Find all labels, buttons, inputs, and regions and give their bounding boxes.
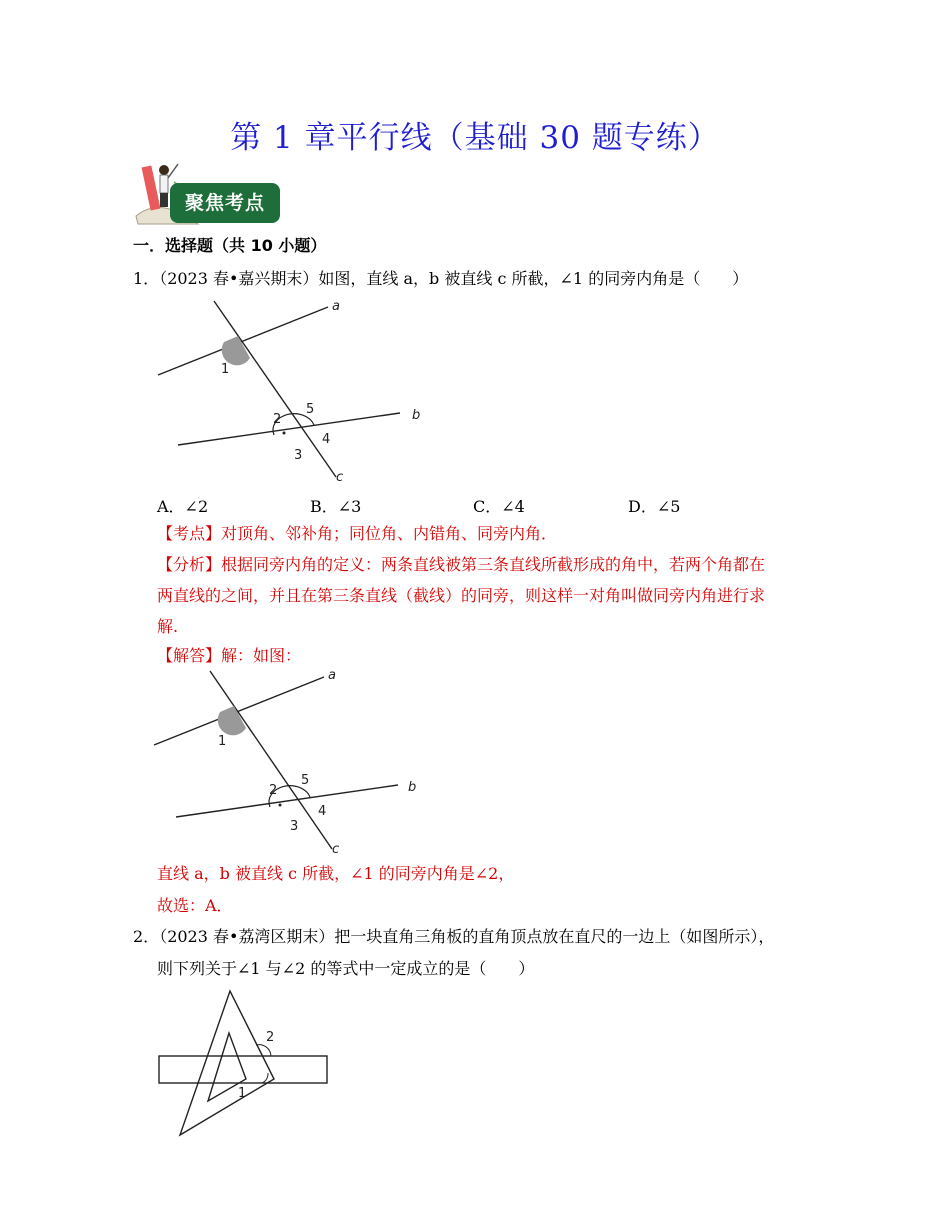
label-b: b [412,408,421,423]
section-heading: 一．选择题（共 10 小题） [133,236,327,255]
sol-label-5: 5 [301,773,310,788]
question-2-line-2: 则下列关于∠1 与∠2 的等式中一定成立的是（ ） [157,959,535,978]
option-b: B．∠3 [310,497,362,516]
q2-label-1: 1 [238,1086,247,1101]
option-a: A．∠2 [157,497,209,516]
sol-label-2: 2 [269,783,278,798]
fenxi-text-1: 根据同旁内角的定义：两条直线被第三条直线所截形成的角中，若两个角都在 [221,555,766,574]
figure-parallel-lines-solution [150,665,440,860]
option-c: C．∠4 [473,497,525,516]
option-d: D．∠5 [628,497,681,516]
sol-label-1: 1 [218,734,227,749]
figure-triangle-ruler [150,985,350,1145]
figure-parallel-lines [150,295,440,490]
kaodian-tag: 【考点】 [157,524,222,543]
line-b [178,413,400,445]
question-2-number: 2． [133,927,160,946]
q2-label-2: 2 [266,1030,275,1045]
question-number: 1． [133,269,160,288]
kaodian-text: 对顶角、邻补角；同位角、内错角、同旁内角． [221,524,558,543]
label-a: a [332,299,340,314]
fenxi-tag: 【分析】 [157,555,222,574]
line-c [214,301,336,477]
sol-label-a: a [328,668,336,683]
choice-line: 故选：A． [157,896,233,915]
sol-label-3: 3 [290,819,299,834]
kaodian-line [157,518,557,550]
fenxi-line-1 [157,549,765,581]
fenxi-line-2: 两直线的之间，并且在第三条直线（截线）的同旁，则这样一对角叫做同旁内角进行求 [157,586,766,605]
question-2-text-1: （2023 春•荔湾区期末）把一块直角三角板的直角顶点放在直尺的一边上（如图所示）， [159,927,775,946]
label-4: 4 [322,432,331,447]
question-2-line-1 [133,921,774,953]
jieda-text: 解：如图： [221,646,302,665]
label-c: c [336,470,344,485]
sol-label-4: 4 [318,804,327,819]
fenxi-line-3: 解. [157,617,179,636]
jieda-tag: 【解答】 [157,646,222,665]
label-1: 1 [221,362,230,377]
question-1-stem [133,263,748,295]
triangle-outer [180,991,274,1135]
label-2: 2 [273,412,282,427]
question-text: （2023 春•嘉兴期末）如图，直线 a，b 被直线 c 所截，∠1 的同旁内角是（ ） [159,269,749,288]
line-a [158,307,328,375]
label-3: 3 [294,448,303,463]
label-5: 5 [306,402,315,417]
answer-line: 直线 a，b 被直线 c 所截，∠1 的同旁内角是∠2， [157,864,515,883]
page-title: 第 1 章平行线（基础 30 题专练） [230,120,720,156]
badge-label: 聚焦考点 [170,183,280,223]
sol-label-c: c [332,842,340,857]
sol-label-b: b [408,780,417,795]
